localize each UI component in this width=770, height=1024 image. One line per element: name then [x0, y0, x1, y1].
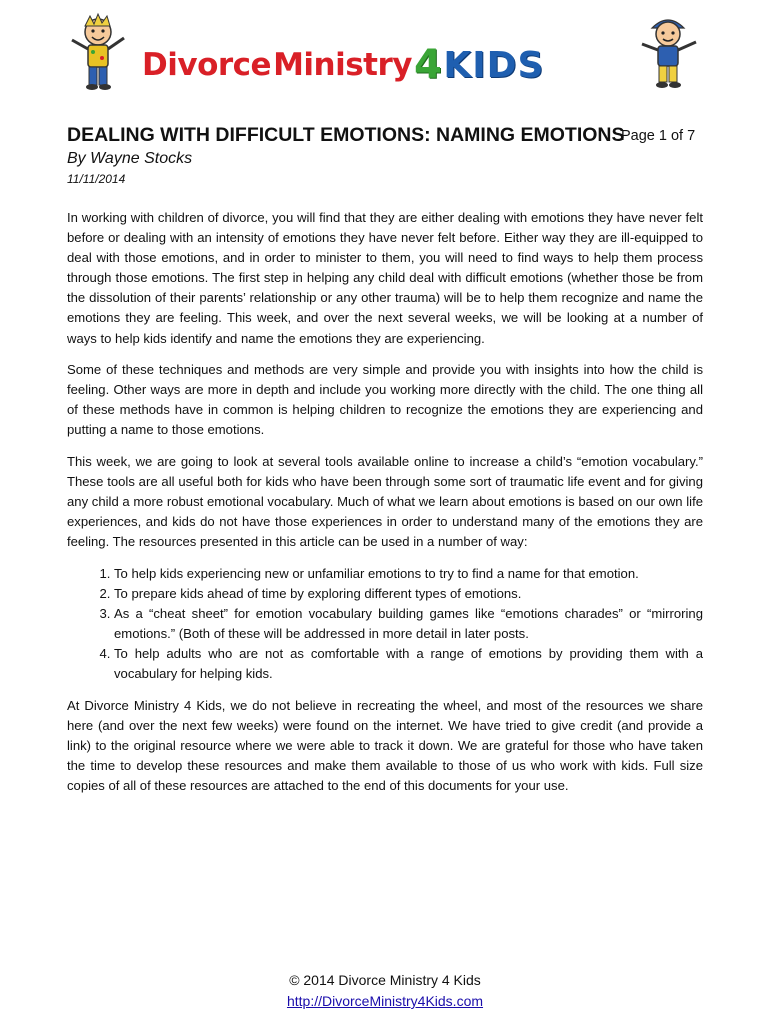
body-paragraph: In working with children of divorce, you will find that they are either dealing with emotions they have never felt before or dealing with an intensity of emotions they have never felt before. Either way they are ill-equipped to deal with those emotions, and in order to minister to them, you will need to find ways to help them process through those emotions. The first step in helping any child deal with difficult emotions (whether those be from the dissolution of their parents’ relationship or any other trauma) will be to help them recognize and name the emotions they are feeling. This week, and over the next several weeks, we will be looking at a number of ways to help kids identify and name the emotions they are experiencing. [67, 210, 703, 346]
closing-paragraph: At Divorce Ministry 4 Kids, we do not believe in recreating the wheel, and most of the resources we share here (and over the next few weeks) were found on the internet. We have tried to give credit (and provide a link) to the original resource where we were able to track it down. We are grateful for those who have taken the time to develop these resources and make them available to those of us who work with kids. Full size copies of all of these resources are attached to the end of this documents for your use. [67, 698, 703, 794]
list-item: 2. To prepare kids ahead of time by exploring different types of emotions. [114, 584, 703, 604]
list-item: 4. To help adults who are not as comfortable with a range of emotions by providing them with a vocabulary for helping kids. [114, 644, 703, 684]
author-byline: By Wayne Stocks [67, 150, 193, 167]
uses-list [67, 564, 703, 685]
footer-copyright: © 2014 Divorce Ministry 4 Kids [289, 972, 481, 988]
article-body [67, 208, 703, 808]
website-link[interactable]: http://DivorceMinistry4Kids.com [286, 993, 484, 1009]
page-number: Page 1 of 7 [621, 128, 696, 144]
brand-wordmark [142, 42, 544, 88]
body-paragraph: Some of these techniques and methods are very simple and provide you with insights into how the child is feeling. Other ways are more in depth and include you working more directly with the child. The one thing all of these methods have in common is helping children to recognize the emotions they are experiencing and putting a name to those emotions. [67, 362, 703, 438]
cartoon-boy-left-icon [60, 12, 140, 92]
brand-word-kids: KIDS [443, 44, 545, 86]
brand-word-four: 4 [414, 42, 442, 88]
cartoon-boy-right-icon [628, 12, 708, 92]
list-item: 3. As a “cheat sheet” for emotion vocabulary building games like “emotions charades” or “mirroring emotions.” (Both of these will be addressed in more detail in later posts. [114, 604, 703, 644]
list-item: 1. To help kids experiencing new or unfamiliar emotions to try to find a name for that emotion. [114, 564, 703, 584]
brand-word-ministry: Ministry [273, 47, 412, 83]
site-logo [0, 12, 770, 92]
publish-date: 11/11/2014 [67, 172, 126, 186]
footer-link-container [0, 993, 770, 1009]
brand-word-divorce: Divorce [142, 47, 272, 83]
document-title: DEALING WITH DIFFICULT EMOTIONS: NAMING EMOTIONS [67, 124, 625, 146]
body-paragraph: This week, we are going to look at several tools available online to increase a child’s “emotion vocabulary.” These tools are all useful both for kids who have been through some sort of traumatic life event and for giving any child a more robust emotional vocabulary. Much of what we learn about emotions is based on our own life experiences, and kids do not have those experiences in order to understand many of the emotions they are feeling. The resources presented in this article can be used in a number of way: [67, 454, 703, 550]
